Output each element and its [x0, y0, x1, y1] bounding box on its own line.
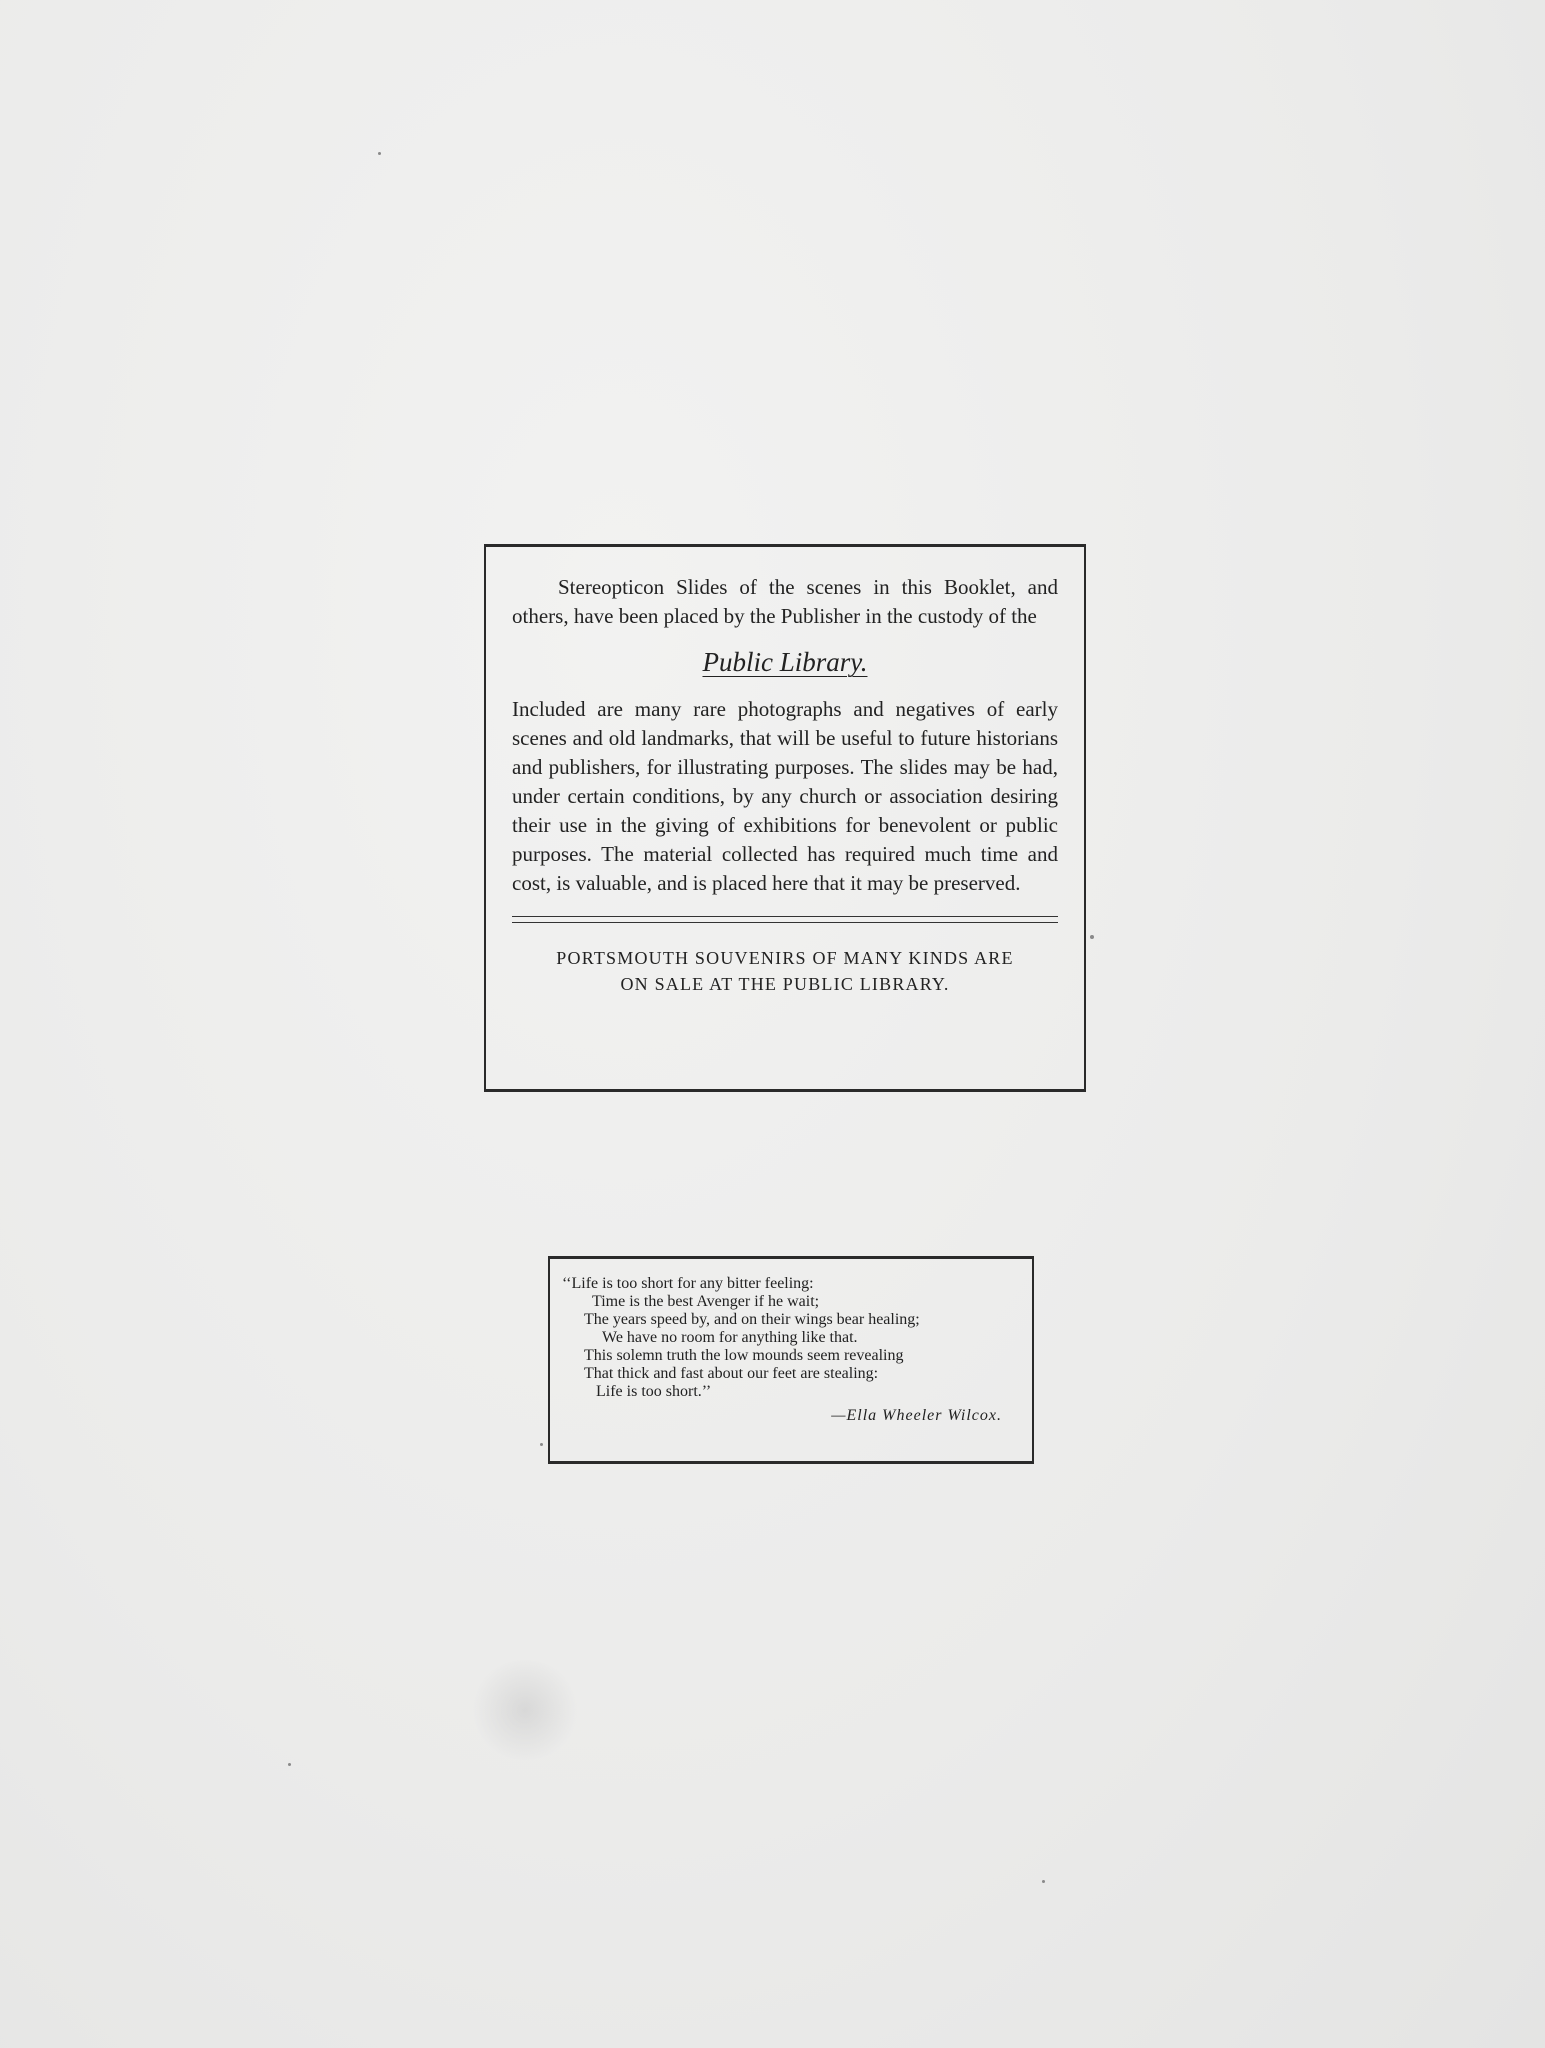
- notice-body: Included are many rare photographs and negatives of early scenes and old landmarks, that will be useful to future historians and publishers, for illustrating purposes. The slides may be had, under certain conditions, by any church or association desiring their use in the giving of exhibitions for benevolent or public purposes. The material collected has required much time and cost, is valuable, and is placed here that it may be preserved.: [512, 697, 1058, 895]
- paper-speck: [540, 1443, 543, 1446]
- paper-speck: [378, 152, 381, 155]
- poem-line: This solemn truth the low mounds seem revealing: [584, 1347, 904, 1364]
- poem-line: That thick and fast about our feet are stealing:: [584, 1365, 879, 1382]
- double-rule-divider: [512, 916, 1058, 923]
- notice-heading: [512, 645, 1058, 679]
- poem-box: [548, 1256, 1034, 1464]
- paper-stain: [470, 1660, 580, 1760]
- poem-line: ‘‘Life is too short for any bitter feeling:: [562, 1275, 814, 1292]
- paper-speck: [288, 1763, 291, 1766]
- notice-intro: Stereopticon Slides of the scenes in this Booklet, and others, have been placed by the Publisher in the custody of the: [512, 575, 1058, 628]
- souvenir-line-2: ON SALE AT THE PUBLIC LIBRARY.: [620, 974, 950, 994]
- poem-line: Time is the best Avenger if he wait;: [592, 1293, 820, 1310]
- poem-attribution: —Ella Wheeler Wilcox.: [831, 1407, 1002, 1424]
- paper-speck: [1042, 1880, 1045, 1883]
- library-notice-box: [484, 544, 1086, 1092]
- poem-line: We have no room for anything like that.: [602, 1329, 858, 1346]
- paper-speck: [1090, 935, 1094, 939]
- public-library-heading: Public Library.: [702, 647, 868, 677]
- souvenir-note: [512, 945, 1058, 997]
- souvenir-line-1: PORTSMOUTH SOUVENIRS OF MANY KINDS ARE: [556, 948, 1014, 968]
- poem-line: Life is too short.’’: [596, 1383, 712, 1400]
- poem-line: The years speed by, and on their wings bear healing;: [584, 1311, 920, 1328]
